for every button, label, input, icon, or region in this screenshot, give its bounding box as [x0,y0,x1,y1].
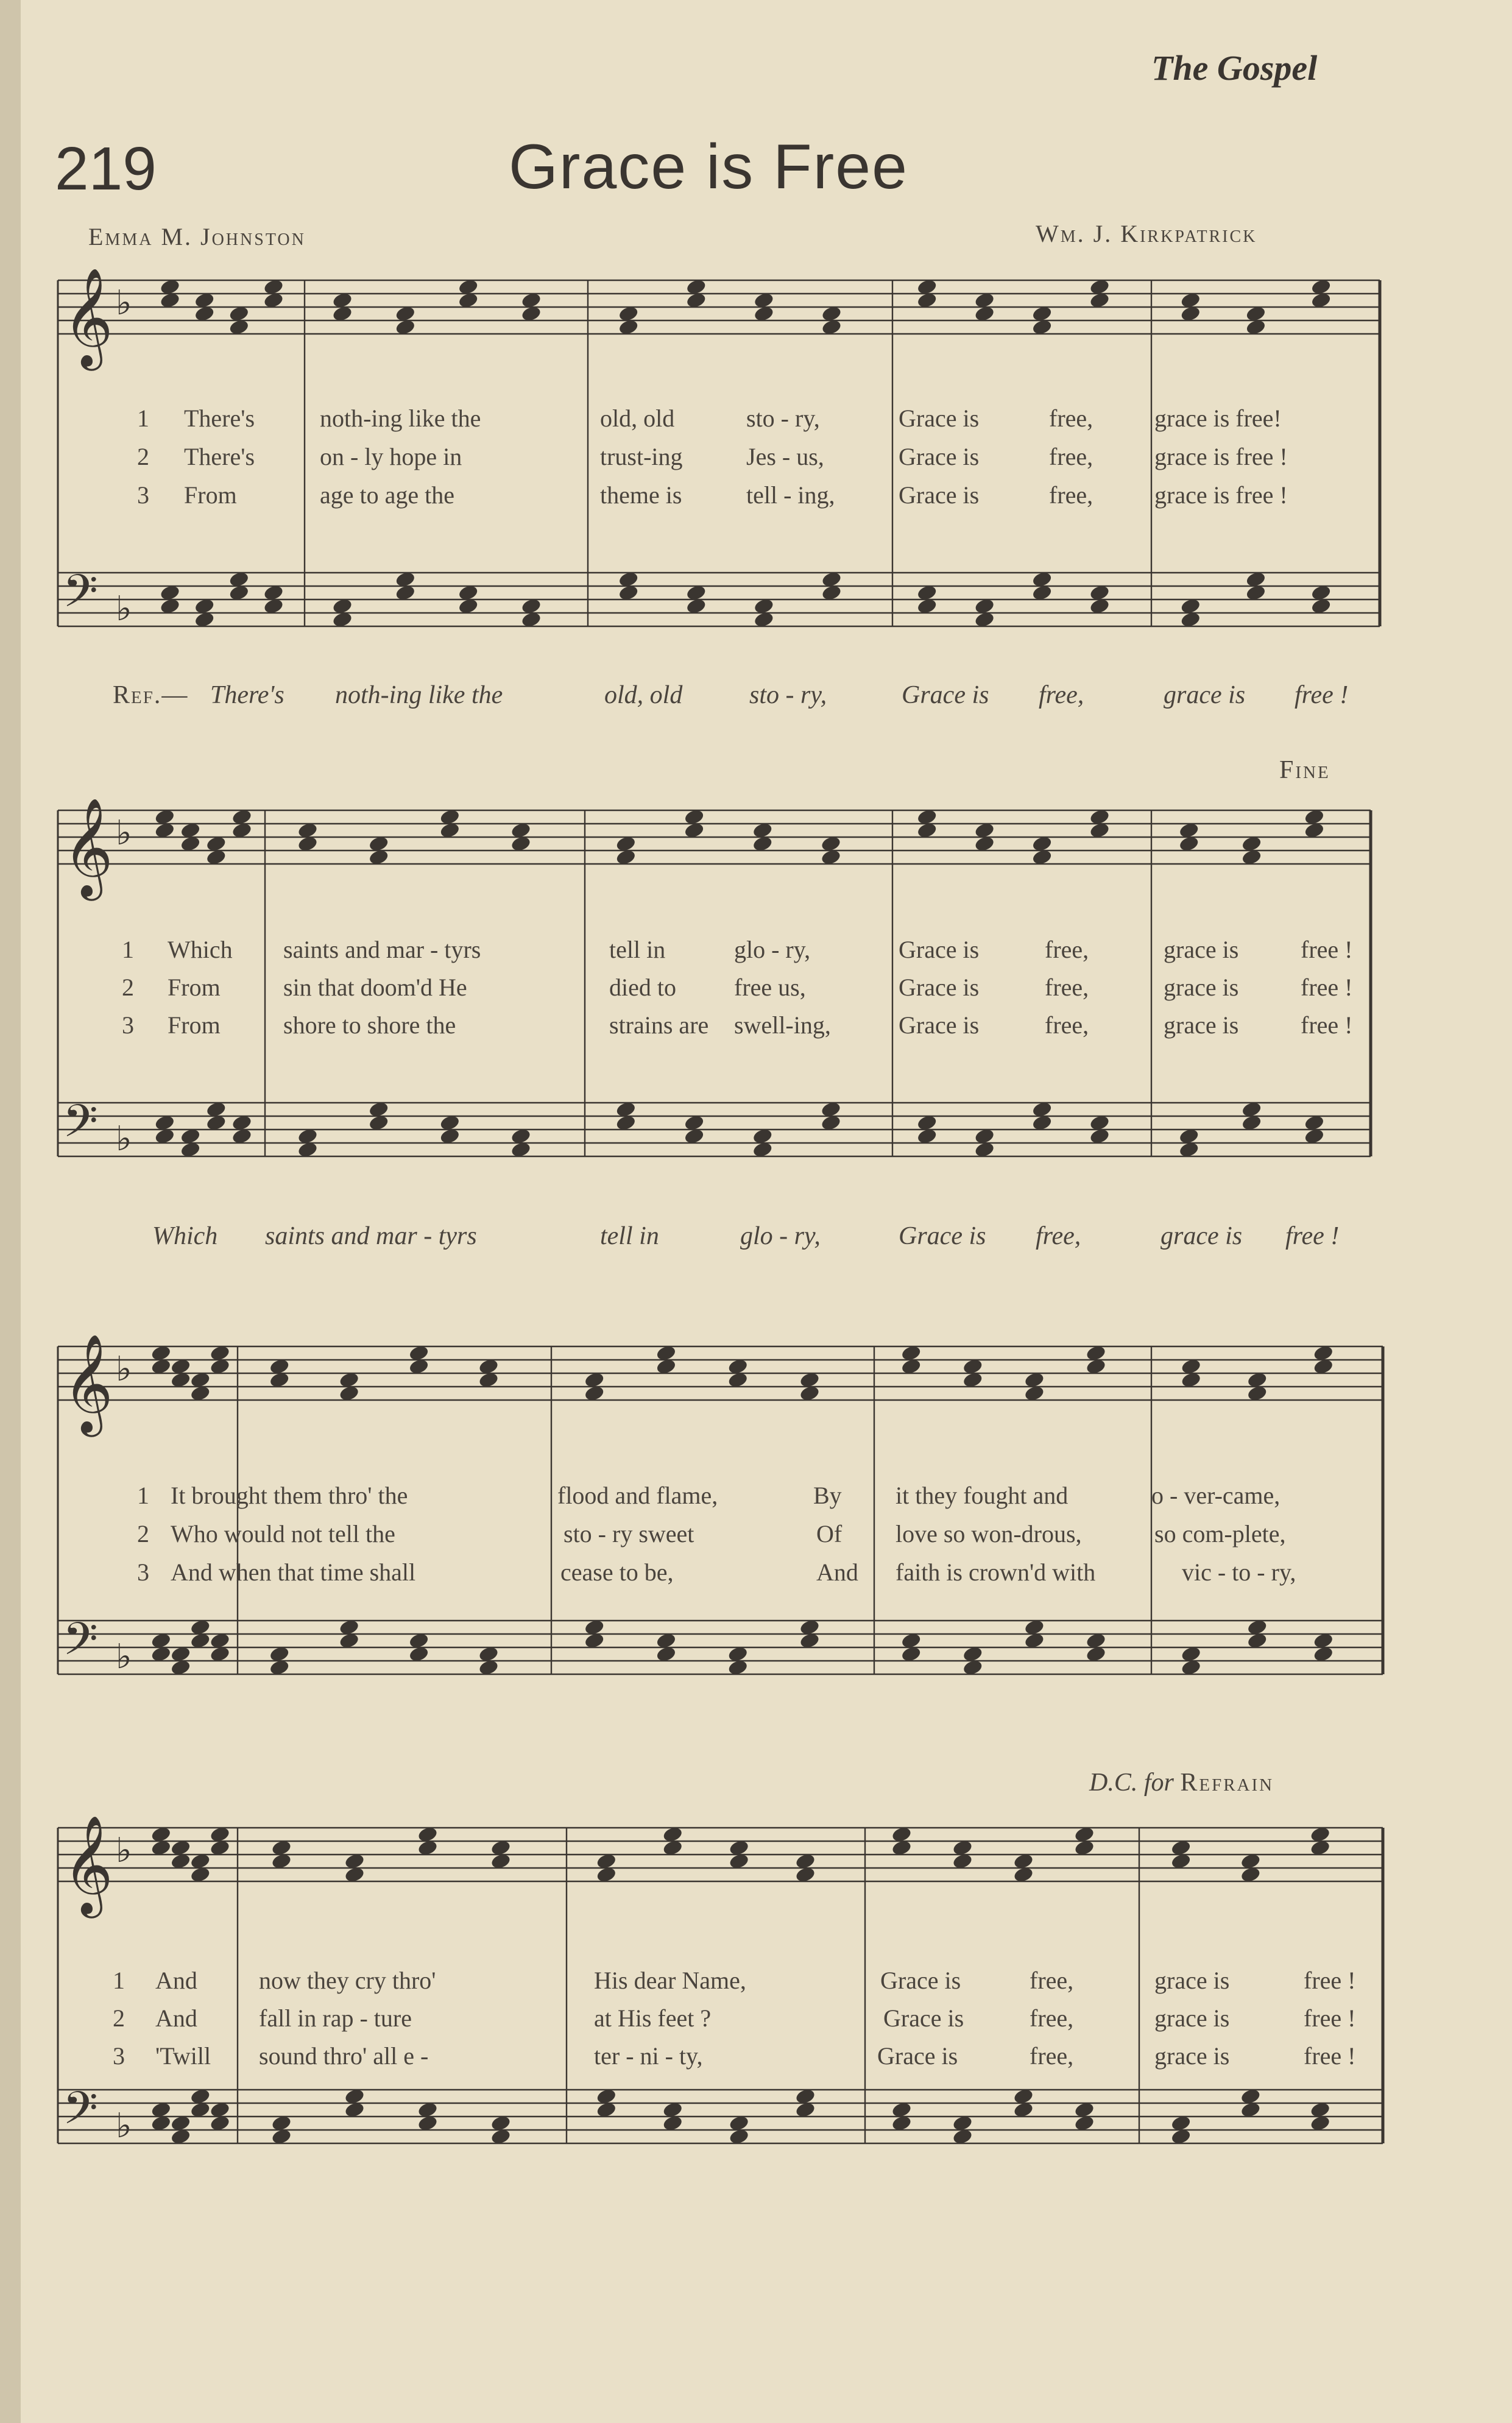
lyric-syllable: grace is [1164,974,1239,1001]
lyric-syllable: swell-ing, [734,1011,831,1039]
lyric-syllable: free ! [1304,2004,1356,2032]
music-system-3 [0,1322,1512,1712]
lyric-syllable: free, [1030,1967,1074,1994]
lyric-syllable: Jes - us, [746,443,824,470]
lyric-syllable: Grace is [899,1011,980,1039]
refrain-syllable: free ! [1295,681,1349,709]
lyric-syllable: 'Twill [155,2042,211,2070]
key-flat-icon: ♭ [116,589,132,629]
lyric-syllable: Grace is [899,405,980,432]
treble-clef-icon: 𝄞 [63,1334,113,1433]
lyric-syllable: Grace is [899,481,980,509]
lyric-syllable: And [816,1558,858,1586]
lyric-syllable: grace is free ! [1154,443,1288,470]
refrain-syllable: free, [1039,681,1084,709]
key-flat-icon: ♭ [116,813,132,853]
refrain-syllable: grace is [1160,1222,1243,1250]
lyric-syllable: free, [1049,443,1093,470]
bass-clef-icon: 𝄢 [63,1613,98,1677]
lyric-syllable: fall in rap - ture [259,2004,412,2032]
treble-clef-icon: 𝄞 [63,267,113,367]
lyric-syllable: 2 [122,974,134,1001]
lyric-syllable: free, [1049,481,1093,509]
lyric-syllable: grace is [1154,2004,1230,2032]
lyric-syllable: vic - to - ry, [1182,1558,1296,1586]
lyric-syllable: grace is [1154,2042,1230,2070]
lyric-syllable: on - ly hope in [320,443,462,470]
lyric-syllable: faith is crown'd with [896,1558,1096,1586]
lyric-syllable: now they cry thro' [259,1967,436,1994]
key-flat-icon: ♭ [116,2106,132,2146]
lyric-syllable: Grace is [880,1967,961,1994]
lyric-syllable: From [168,1011,221,1039]
refrain-label: Ref.— [113,681,189,709]
lyric-syllable: grace is [1164,936,1239,963]
lyric-syllable: old, old [600,405,675,432]
lyric-syllable: o - ver-came, [1151,1482,1281,1509]
lyric-syllable: grace is [1154,1967,1230,1994]
lyric-syllable: Grace is [877,2042,958,2070]
bass-clef-icon: 𝄢 [63,2082,98,2146]
lyric-syllable: 1 [122,936,134,963]
fine-marking: Fine [1279,756,1330,784]
lyric-syllable: free ! [1301,936,1353,963]
lyric-syllable: flood and flame, [557,1482,718,1509]
lyricist-credit: Emma M. Johnston [88,223,306,250]
lyric-syllable: ter - ni - ty, [594,2042,703,2070]
refrain-syllable: Grace is [902,681,989,709]
refrain-syllable: free ! [1285,1222,1340,1250]
refrain-syllable: free, [1036,1222,1081,1250]
lyric-syllable: Grace is [899,936,980,963]
section-title: The Gospel [1151,48,1318,88]
hymn-title: Grace is Free [509,132,908,202]
lyric-syllable: Grace is [899,974,980,1001]
composer-credit: Wm. J. Kirkpatrick [1036,220,1257,247]
dc-marking [1089,1768,1274,1797]
lyric-syllable: There's [184,405,255,432]
lyric-syllable: free, [1049,405,1093,432]
refrain-syllable: Grace is [899,1222,986,1250]
hymn-number: 219 [55,135,157,203]
refrain-syllable: grace is [1164,681,1246,709]
lyric-syllable: love so won-drous, [896,1520,1082,1548]
lyric-syllable: grace is free ! [1154,481,1288,509]
lyric-syllable: glo - ry, [734,936,811,963]
treble-clef-icon: 𝄞 [63,798,113,897]
lyric-syllable: And [155,1967,197,1994]
lyric-syllable: grace is free! [1154,405,1282,432]
treble-clef-icon: 𝄞 [63,1815,113,1914]
dc-prefix: D.C. for [1089,1769,1174,1797]
lyric-syllable: at His feet ? [594,2004,712,2032]
key-flat-icon: ♭ [116,1349,132,1389]
refrain-syllable: noth-ing like the [335,681,503,709]
lyric-syllable: 1 [137,1482,149,1509]
bass-clef-icon: 𝄢 [63,1095,98,1159]
lyric-syllable: grace is [1164,1011,1239,1039]
lyric-syllable: free ! [1301,1011,1353,1039]
lyric-syllable: tell in [609,936,666,963]
dc-refrain-word: Refrain [1180,1769,1274,1797]
lyric-syllable: There's [184,443,255,470]
refrain-syllable: tell in [600,1222,659,1250]
lyric-syllable: saints and mar - tyrs [283,936,481,963]
lyric-syllable: free ! [1301,974,1353,1001]
refrain-syllable: There's [210,681,284,709]
lyric-syllable: From [184,481,237,509]
lyric-syllable: trust-ing [600,443,683,470]
refrain-syllable: sto - ry, [749,681,827,709]
refrain-syllable: glo - ry, [740,1222,821,1250]
bass-clef-icon: 𝄢 [63,565,98,629]
lyric-syllable: shore to shore the [283,1011,456,1039]
lyric-syllable: Grace is [883,2004,964,2032]
lyric-syllable: sto - ry, [746,405,820,432]
refrain-syllable: old, old [604,681,683,709]
lyric-syllable: Grace is [899,443,980,470]
lyric-syllable: cease to be, [560,1558,674,1586]
lyric-syllable: From [168,974,221,1001]
lyric-syllable: 3 [122,1011,134,1039]
lyric-syllable: 2 [113,2004,125,2032]
lyric-syllable: Who would not tell the [171,1520,395,1548]
music-system-4 [0,1794,1512,2221]
lyric-syllable: 3 [113,2042,125,2070]
lyric-syllable: 3 [137,481,149,509]
lyric-syllable: free ! [1304,2042,1356,2070]
lyric-syllable: sto - ry sweet [563,1520,694,1548]
lyric-syllable: And [155,2004,197,2032]
key-flat-icon: ♭ [116,1831,132,1870]
lyric-syllable: free, [1045,1011,1089,1039]
key-flat-icon: ♭ [116,283,132,323]
lyric-syllable: 2 [137,443,149,470]
lyric-syllable: It brought them thro' the [171,1482,408,1509]
lyric-syllable: By [813,1482,842,1509]
lyric-syllable: died to [609,974,676,1001]
lyric-syllable: noth-ing like the [320,405,481,432]
lyric-syllable: tell - ing, [746,481,835,509]
lyric-syllable: it they fought and [896,1482,1069,1509]
refrain-syllable: Which [152,1222,218,1250]
lyric-syllable: Of [816,1520,843,1548]
refrain-syllable: saints and mar - tyrs [265,1222,477,1250]
lyric-syllable: so com-plete, [1154,1520,1286,1548]
lyric-syllable: free, [1030,2004,1074,2032]
lyric-syllable: free, [1045,974,1089,1001]
lyric-syllable: free us, [734,974,806,1001]
lyric-syllable: His dear Name, [594,1967,746,1994]
lyric-syllable: age to age the [320,481,454,509]
lyric-syllable: free, [1030,2042,1074,2070]
lyric-syllable: free ! [1304,1967,1356,1994]
lyric-syllable: 1 [113,1967,125,1994]
lyric-syllable: sound thro' all e - [259,2042,429,2070]
lyric-syllable: free, [1045,936,1089,963]
lyric-syllable: Which [168,936,233,963]
lyric-syllable: And when that time shall [171,1558,416,1586]
lyric-syllable: theme is [600,481,682,509]
key-flat-icon: ♭ [116,1119,132,1159]
key-flat-icon: ♭ [116,1637,132,1677]
lyric-syllable: 2 [137,1520,149,1548]
lyric-syllable: 1 [137,405,149,432]
lyric-syllable: strains are [609,1011,709,1039]
lyric-syllable: sin that doom'd He [283,974,467,1001]
lyric-syllable: 3 [137,1558,149,1586]
